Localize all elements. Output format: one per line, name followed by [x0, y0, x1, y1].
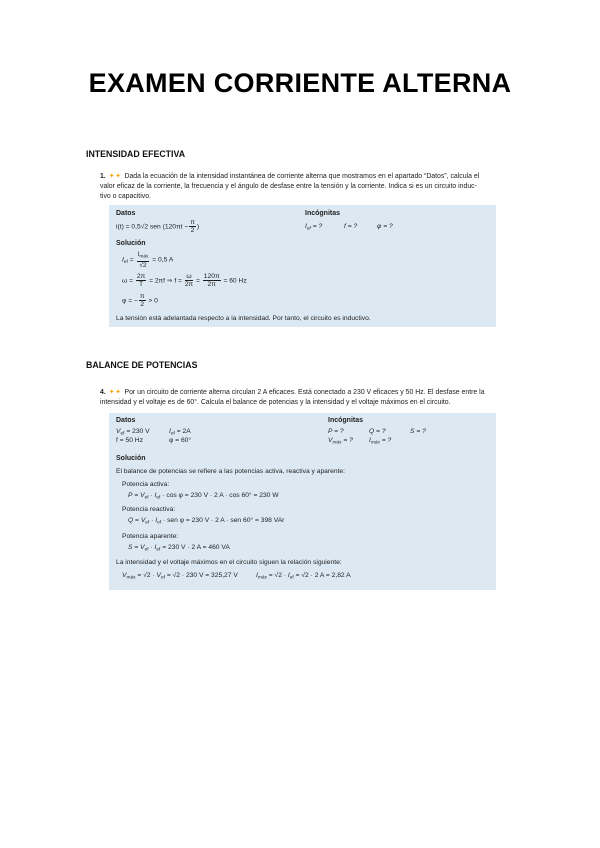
difficulty-stars-icon: ✦✦: [108, 389, 122, 396]
incognita-p: P = ?: [328, 428, 344, 435]
aparente-equation: $S = V_{ef} \cdot I_{ef} = 230$ V · 2 A = 460 VA: [128, 544, 230, 553]
incognita-ief: $I_{ef}$ = ?: [305, 223, 323, 232]
question-number: 4.: [100, 389, 106, 396]
maximos-intro: La intensidad y el voltaje máximos en el circuito siguen la relación siguiente:: [116, 559, 342, 566]
solucion-label: Solución: [116, 455, 146, 462]
question-1-line-2: valor eficaz de la corriente, la frecuencia y el ángulo de desfase entre la tensión y la corriente. Indica si es un circuito induc-: [100, 183, 477, 190]
datos-label: Datos: [116, 417, 136, 424]
solution-box-1: [109, 205, 496, 327]
section-heading-balance-potencias: BALANCE DE POTENCIAS: [86, 360, 198, 370]
solution-equation-ief: $I_{ef}$ = $\frac{I_{máx}}{√2}$ = 0,5 A: [122, 251, 174, 269]
question-1-line-1: [100, 172, 498, 182]
dato-f: f = 50 Hz: [116, 437, 143, 444]
dato-phi: φ = 60°: [169, 437, 192, 444]
aparente-label: Potencia aparente:: [122, 533, 179, 540]
activa-label: Potencia activa:: [122, 481, 170, 488]
question-1-line-3: tivo o capacitivo.: [100, 193, 151, 200]
question-text: Dada la ecuación de la intensidad instantánea de corriente alterna que mostramos en el apartado “Datos”, calcula el: [124, 173, 480, 180]
vmax-equation: $V_{máx} = √2 \cdot V_{ef} = √2 \cdot 230$ V = 325,27 V: [122, 572, 238, 581]
datos-label: Datos: [116, 210, 136, 217]
question-text: Por un circuito de corriente alterna circulan 2 A eficaces. Está conectado a 230 V eficaces y 50 Hz. El desfase entre la: [124, 389, 485, 396]
datos-equation: i(t) = 0,5√2 sen (120πt − $\frac{\pi}{2}$ ): [116, 219, 200, 234]
incognitas-label: Incógnitas: [328, 417, 364, 424]
question-number: 1.: [100, 173, 106, 180]
incognita-q: Q = ?: [369, 428, 386, 435]
incognita-phi: φ = ?: [377, 223, 393, 230]
incognita-s: S = ?: [410, 428, 426, 435]
dato-ief: $I_{ef} = 2A$: [169, 428, 191, 437]
incognita-f: f = ?: [344, 223, 358, 230]
solution-equation-frequency: ω = $\frac{2\pi}{T}$ = 2πf ⇒ f = $\frac{\omega}{2\pi}$ = $\frac{120\pi}{2\pi}$ = 60 Hz: [122, 273, 247, 288]
difficulty-stars-icon: ✦✦: [108, 173, 122, 180]
solution-box-2: [109, 413, 496, 590]
incognita-imax: $I_{máx}$ = ?: [369, 437, 392, 446]
balance-intro: El balance de potencias se refiere a las potencias activa, reactiva y aparente:: [116, 468, 345, 475]
question-4-line-1: [100, 388, 498, 398]
dato-vef: $V_{ef} = 230$ V: [116, 428, 150, 437]
conclusion-text: La tensión está adelantada respecto a la intensidad. Por tanto, el circuito es inductivo.: [116, 315, 371, 322]
page-title: EXAMEN CORRIENTE ALTERNA: [88, 68, 512, 98]
question-4-line-2: intensidad y el voltaje es de 60°. Calcula el balance de potencias y la intensidad y el voltaje máximos en el circuito.: [100, 399, 451, 406]
solution-equation-phase: φ = − $\frac{\pi}{2}$ > 0: [122, 293, 158, 308]
activa-equation: $P = V_{ef} \cdot I_{ef} \cdot \cos \varphi = 230$ V · 2 A · cos 60° = 230 W: [128, 492, 279, 501]
solucion-label: Solución: [116, 240, 146, 247]
reactiva-label: Potencia reactiva:: [122, 506, 176, 513]
imax-equation: $I_{máx} = √2 \cdot I_{ef} = √2 \cdot 2$ A = 2,82 A: [256, 572, 351, 581]
incognita-vmax: $V_{máx}$ = ?: [328, 437, 353, 446]
incognitas-label: Incógnitas: [305, 210, 341, 217]
section-heading-intensidad-efectiva: INTENSIDAD EFECTIVA: [86, 149, 186, 159]
reactiva-equation: $Q = V_{ef} \cdot I_{ef}$ · sen φ = 230 V · 2 A · sen 60° = 398 VAr: [128, 517, 285, 526]
